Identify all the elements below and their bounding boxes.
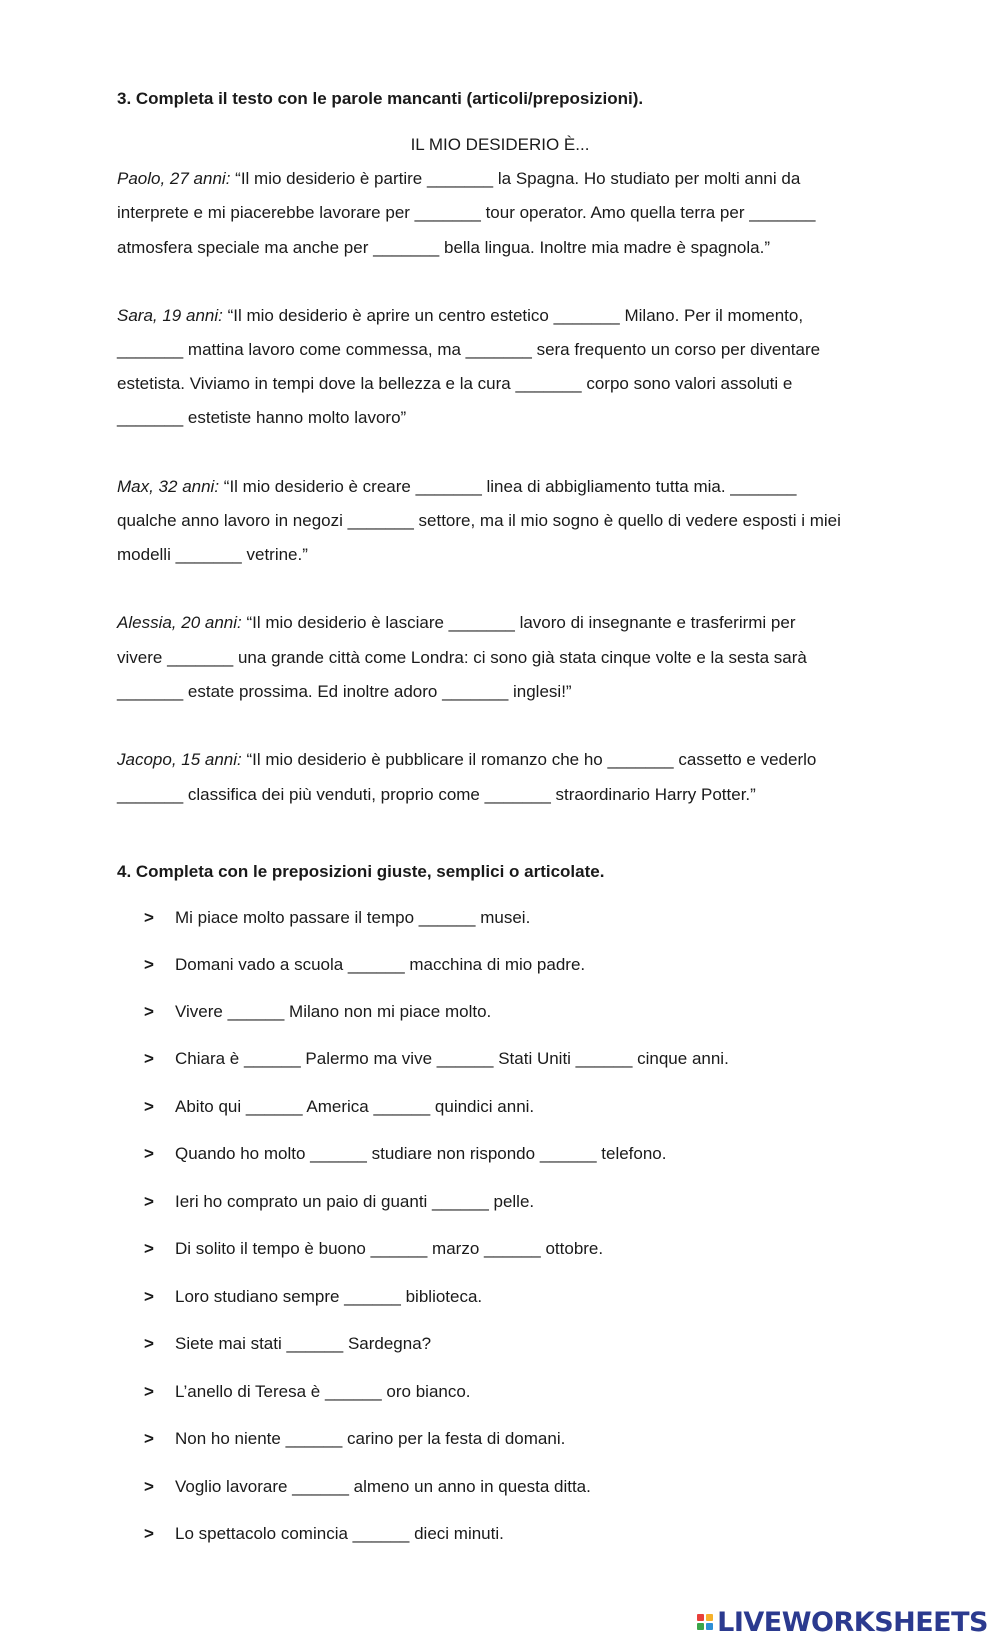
paragraph-line: “Il mio desiderio è aprire un centro estetico _______ Milano. Per il momento, <box>227 306 804 325</box>
paragraph-line: “Il mio desiderio è pubblicare il romanzo che ho _______ cassetto e vederlo <box>246 750 817 769</box>
paragraph-line: vivere _______ una grande città come Londra: ci sono già stata cinque volte e la sesta sarà <box>117 648 807 667</box>
list-item: Siete mai stati ______ Sardegna? <box>175 1334 432 1353</box>
paragraph-line: _______ mattina lavoro come commessa, ma _______ sera frequento un corso per diventare <box>117 340 821 359</box>
bullet-arrow-icon: > <box>144 1429 154 1448</box>
bullet-arrow-icon: > <box>144 1192 154 1211</box>
bullet-arrow-icon: > <box>144 1239 154 1258</box>
list-item: Di solito il tempo è buono ______ marzo ______ ottobre. <box>175 1239 604 1258</box>
paragraph-line: atmosfera speciale ma anche per _______ bella lingua. Inoltre mia madre è spagnola.” <box>117 238 771 257</box>
bullet-arrow-icon: > <box>144 1334 154 1353</box>
speaker-label: Alessia, 20 anni: <box>117 613 242 632</box>
bullet-arrow-icon: > <box>144 1382 154 1401</box>
list-item: Abito qui ______ America ______ quindici anni. <box>175 1097 535 1116</box>
list-item: Chiara è ______ Palermo ma vive ______ Stati Uniti ______ cinque anni. <box>175 1049 729 1068</box>
bullet-arrow-icon: > <box>144 1144 154 1163</box>
list-item: Lo spettacolo comincia ______ dieci minuti. <box>175 1524 504 1543</box>
section-3-heading: 3. Completa il testo con le parole mancanti (articoli/preposizioni). <box>117 89 644 108</box>
list-item: Mi piace molto passare il tempo ______ musei. <box>175 908 531 927</box>
paragraph-line: interprete e mi piacerebbe lavorare per _______ tour operator. Amo quella terra per _______ <box>117 203 816 222</box>
paragraph-line: “Il mio desiderio è partire _______ la Spagna. Ho studiato per molti anni da <box>235 169 801 188</box>
section-4-heading: 4. Completa con le preposizioni giuste, semplici o articolate. <box>117 862 605 881</box>
list-item: L’anello di Teresa è ______ oro bianco. <box>175 1382 471 1401</box>
bullet-arrow-icon: > <box>144 1524 154 1543</box>
bullet-arrow-icon: > <box>144 1002 154 1021</box>
bullet-arrow-icon: > <box>144 1049 154 1068</box>
paragraph-line: _______ estate prossima. Ed inoltre adoro _______ inglesi!” <box>117 682 572 701</box>
logo-square <box>697 1614 704 1621</box>
bullet-arrow-icon: > <box>144 1287 154 1306</box>
list-item: Voglio lavorare ______ almeno un anno in questa ditta. <box>175 1477 591 1496</box>
liveworksheets-logo[interactable] <box>697 1607 988 1637</box>
list-item: Quando ho molto ______ studiare non rispondo ______ telefono. <box>175 1144 667 1163</box>
list-item: Vivere ______ Milano non mi piace molto. <box>175 1002 492 1021</box>
text-title: IL MIO DESIDERIO È... <box>410 135 590 154</box>
paragraph-line: _______ classifica dei più venduti, proprio come _______ straordinario Harry Potter.” <box>117 785 756 804</box>
speaker-label: Sara, 19 anni: <box>117 306 223 325</box>
bullet-arrow-icon: > <box>144 908 154 927</box>
list-item: Loro studiano sempre ______ biblioteca. <box>175 1287 483 1306</box>
logo-mark-icon <box>697 1614 713 1630</box>
logo-square <box>706 1614 713 1621</box>
paragraph-line: _______ estetiste hanno molto lavoro” <box>117 408 407 427</box>
list-item: Non ho niente ______ carino per la festa di domani. <box>175 1429 566 1448</box>
paragraph-line: qualche anno lavoro in negozi _______ settore, ma il mio sogno è quello di vedere esposti i miei <box>117 511 841 530</box>
logo-square <box>706 1623 713 1630</box>
speaker-label: Paolo, 27 anni: <box>117 169 231 188</box>
list-item: Domani vado a scuola ______ macchina di mio padre. <box>175 955 586 974</box>
speaker-label: Jacopo, 15 anni: <box>117 750 242 769</box>
bullet-arrow-icon: > <box>144 1097 154 1116</box>
paragraph-line: modelli _______ vetrine.” <box>117 545 308 564</box>
logo-text: LIVEWORKSHEETS <box>717 1606 988 1638</box>
paragraph-line: “Il mio desiderio è lasciare _______ lavoro di insegnante e trasferirmi per <box>246 613 796 632</box>
logo-square <box>697 1623 704 1630</box>
bullet-arrow-icon: > <box>144 1477 154 1496</box>
speaker-label: Max, 32 anni: <box>117 477 220 496</box>
list-item: Ieri ho comprato un paio di guanti ______ pelle. <box>175 1192 535 1211</box>
paragraph-line: estetista. Viviamo in tempi dove la bellezza e la cura _______ corpo sono valori assoluti e <box>117 374 793 393</box>
paragraph-line: “Il mio desiderio è creare _______ linea di abbigliamento tutta mia. _______ <box>223 477 797 496</box>
bullet-arrow-icon: > <box>144 955 154 974</box>
